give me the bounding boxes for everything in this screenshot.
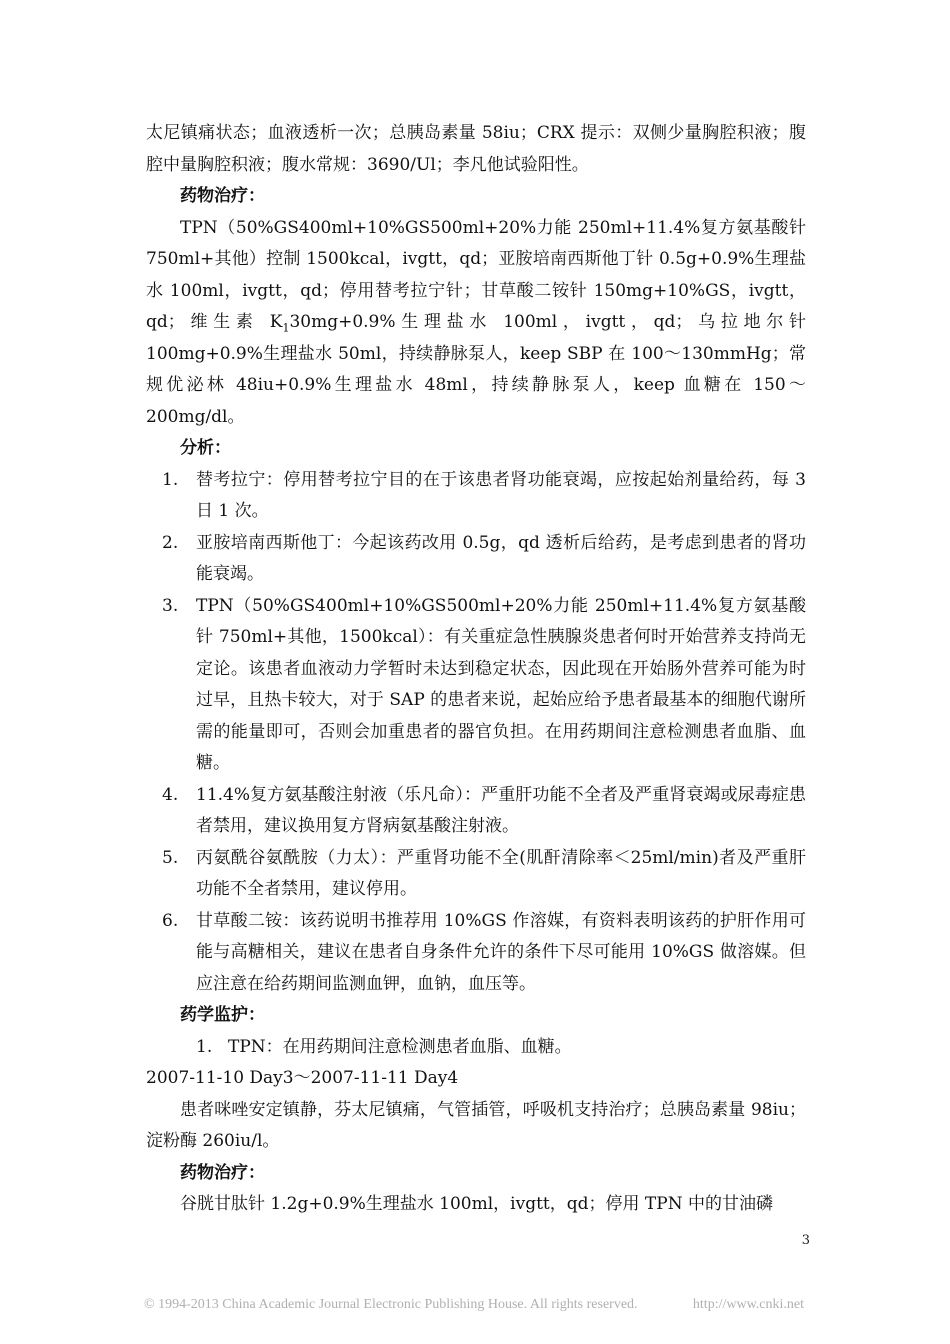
footer-url: http://www.cnki.net (692, 1297, 804, 1312)
list-item (146, 780, 806, 843)
list-item-number: 6. (162, 910, 179, 931)
list-item-text: 亚胺培南西斯他丁：今起该药改用 0.5g，qd 透析后给药，是考虑到患者的肾功能衰竭。 (196, 532, 806, 584)
list-item (146, 465, 806, 528)
paragraph-drug-therapy-2: 谷胱甘肽针 1.2g+0.9%生理盐水 100ml，ivgtt，qd；停用 TPN 中的甘油磷 (180, 1194, 773, 1214)
list-item (146, 906, 806, 1001)
list-item-number: 1. (162, 469, 179, 490)
list-item-number: 2. (162, 532, 179, 553)
drug-text-subscript: 1 (282, 321, 290, 335)
list-item-text: 替考拉宁：停用替考拉宁目的在于该患者肾功能衰竭，应按起始剂量给药，每 3 日 1 次。 (196, 469, 806, 521)
analysis-list (146, 465, 806, 1001)
list-item-text: 丙氨酰谷氨酰胺（力太）：严重肾功能不全(肌酐清除率＜25ml/min)者及严重肝功能不全者禁用，建议停用。 (196, 847, 806, 899)
list-item-number: 5. (162, 847, 179, 868)
section-heading-drug-therapy-2: 药物治疗： (180, 1162, 265, 1183)
copyright-footer (144, 1297, 804, 1313)
section-heading-analysis: 分析： (180, 438, 231, 458)
list-item-text: 11.4%复方氨基酸注射液（乐凡命）：严重肝功能不全者及严重肾衰竭或尿毒症患者禁用，建议换用复方肾病氨基酸注射液。 (196, 784, 806, 836)
section-heading-pharmaceutical-care: 药学监护： (180, 1005, 265, 1025)
paragraph-continued: 太尼镇痛状态；血液透析一次；总胰岛素量 58iu；CRX 提示：双侧少量胸腔积液；腹腔中量胸腔积液；腹水常规：3690/Ul；李凡他试验阳性。 (146, 123, 806, 175)
paragraph-day3: 患者咪唑安定镇静，芬太尼镇痛，气管插管，呼吸机支持治疗；总胰岛素量 98iu；淀粉酶 260iu/l。 (146, 1099, 806, 1151)
list-item-text: 甘草酸二铵：该药说明书推荐用 10%GS 作溶媒，有资料表明该药的护肝作用可能与高糖相关，建议在患者自身条件允许的条件下尽可能用 10%GS 做溶媒。但应注意在给药期间监测血钾，血钠，血压等。 (196, 910, 806, 994)
monitor-item-number: 1. (196, 1036, 213, 1057)
list-item-number: 3. (162, 595, 179, 616)
paragraph-drug-therapy (146, 213, 806, 434)
list-item (146, 843, 806, 906)
drug-text-part-a: TPN（50%GS400ml+10%GS500ml+20%力能 250ml+11.4%复方氨基酸针 750ml+其他）控制 1500kcal，ivgtt，qd；亚胺培南西斯他丁针 0.5g+0.9%生理盐水 100ml，ivgtt，qd；停用替考拉宁针；甘草酸二铵针 150mg+10%GS，ivgtt，qd；维生素 K (146, 217, 806, 332)
section-heading-drug-therapy: 药物治疗： (180, 186, 265, 206)
page-number: 3 (801, 1233, 810, 1248)
drug-text-part-b: 30mg+0.9%生理盐水 100ml，ivgtt，qd；乌拉地尔针 100mg+0.9%生理盐水 50ml，持续静脉泵人，keep SBP 在 100～130mmHg；常规优泌林 48iu+0.9%生理盐水 48ml，持续静脉泵人，keep 血糖在 150～200mg/dl。 (146, 312, 807, 427)
page-content (146, 118, 806, 1221)
list-item (146, 591, 806, 780)
date-line: 2007-11-10 Day3～2007-11-11 Day4 (146, 1068, 459, 1088)
monitor-item-text: TPN：在用药期间注意检测患者血脂、血糖。 (228, 1036, 572, 1057)
copyright-text: © 1994-2013 China Academic Journal Electronic Publishing House. All rights reserved. (144, 1297, 638, 1312)
list-item-number: 4. (162, 784, 179, 805)
monitor-item (146, 1032, 806, 1064)
list-item (146, 528, 806, 591)
list-item-text: TPN（50%GS400ml+10%GS500ml+20%力能 250ml+11.4%复方氨基酸针 750ml+其他，1500kcal）：有关重症急性胰腺炎患者何时开始营养支持尚无定论。该患者血液动力学暂时未达到稳定状态，因此现在开始肠外营养可能为时过早，且热卡较大，对于 SAP 的患者来说，起始应给予患者最基本的细胞代谢所需的能量即可，否则会加重患者的器官负担。在用药期间注意检测患者血脂、血糖。 (196, 595, 806, 773)
